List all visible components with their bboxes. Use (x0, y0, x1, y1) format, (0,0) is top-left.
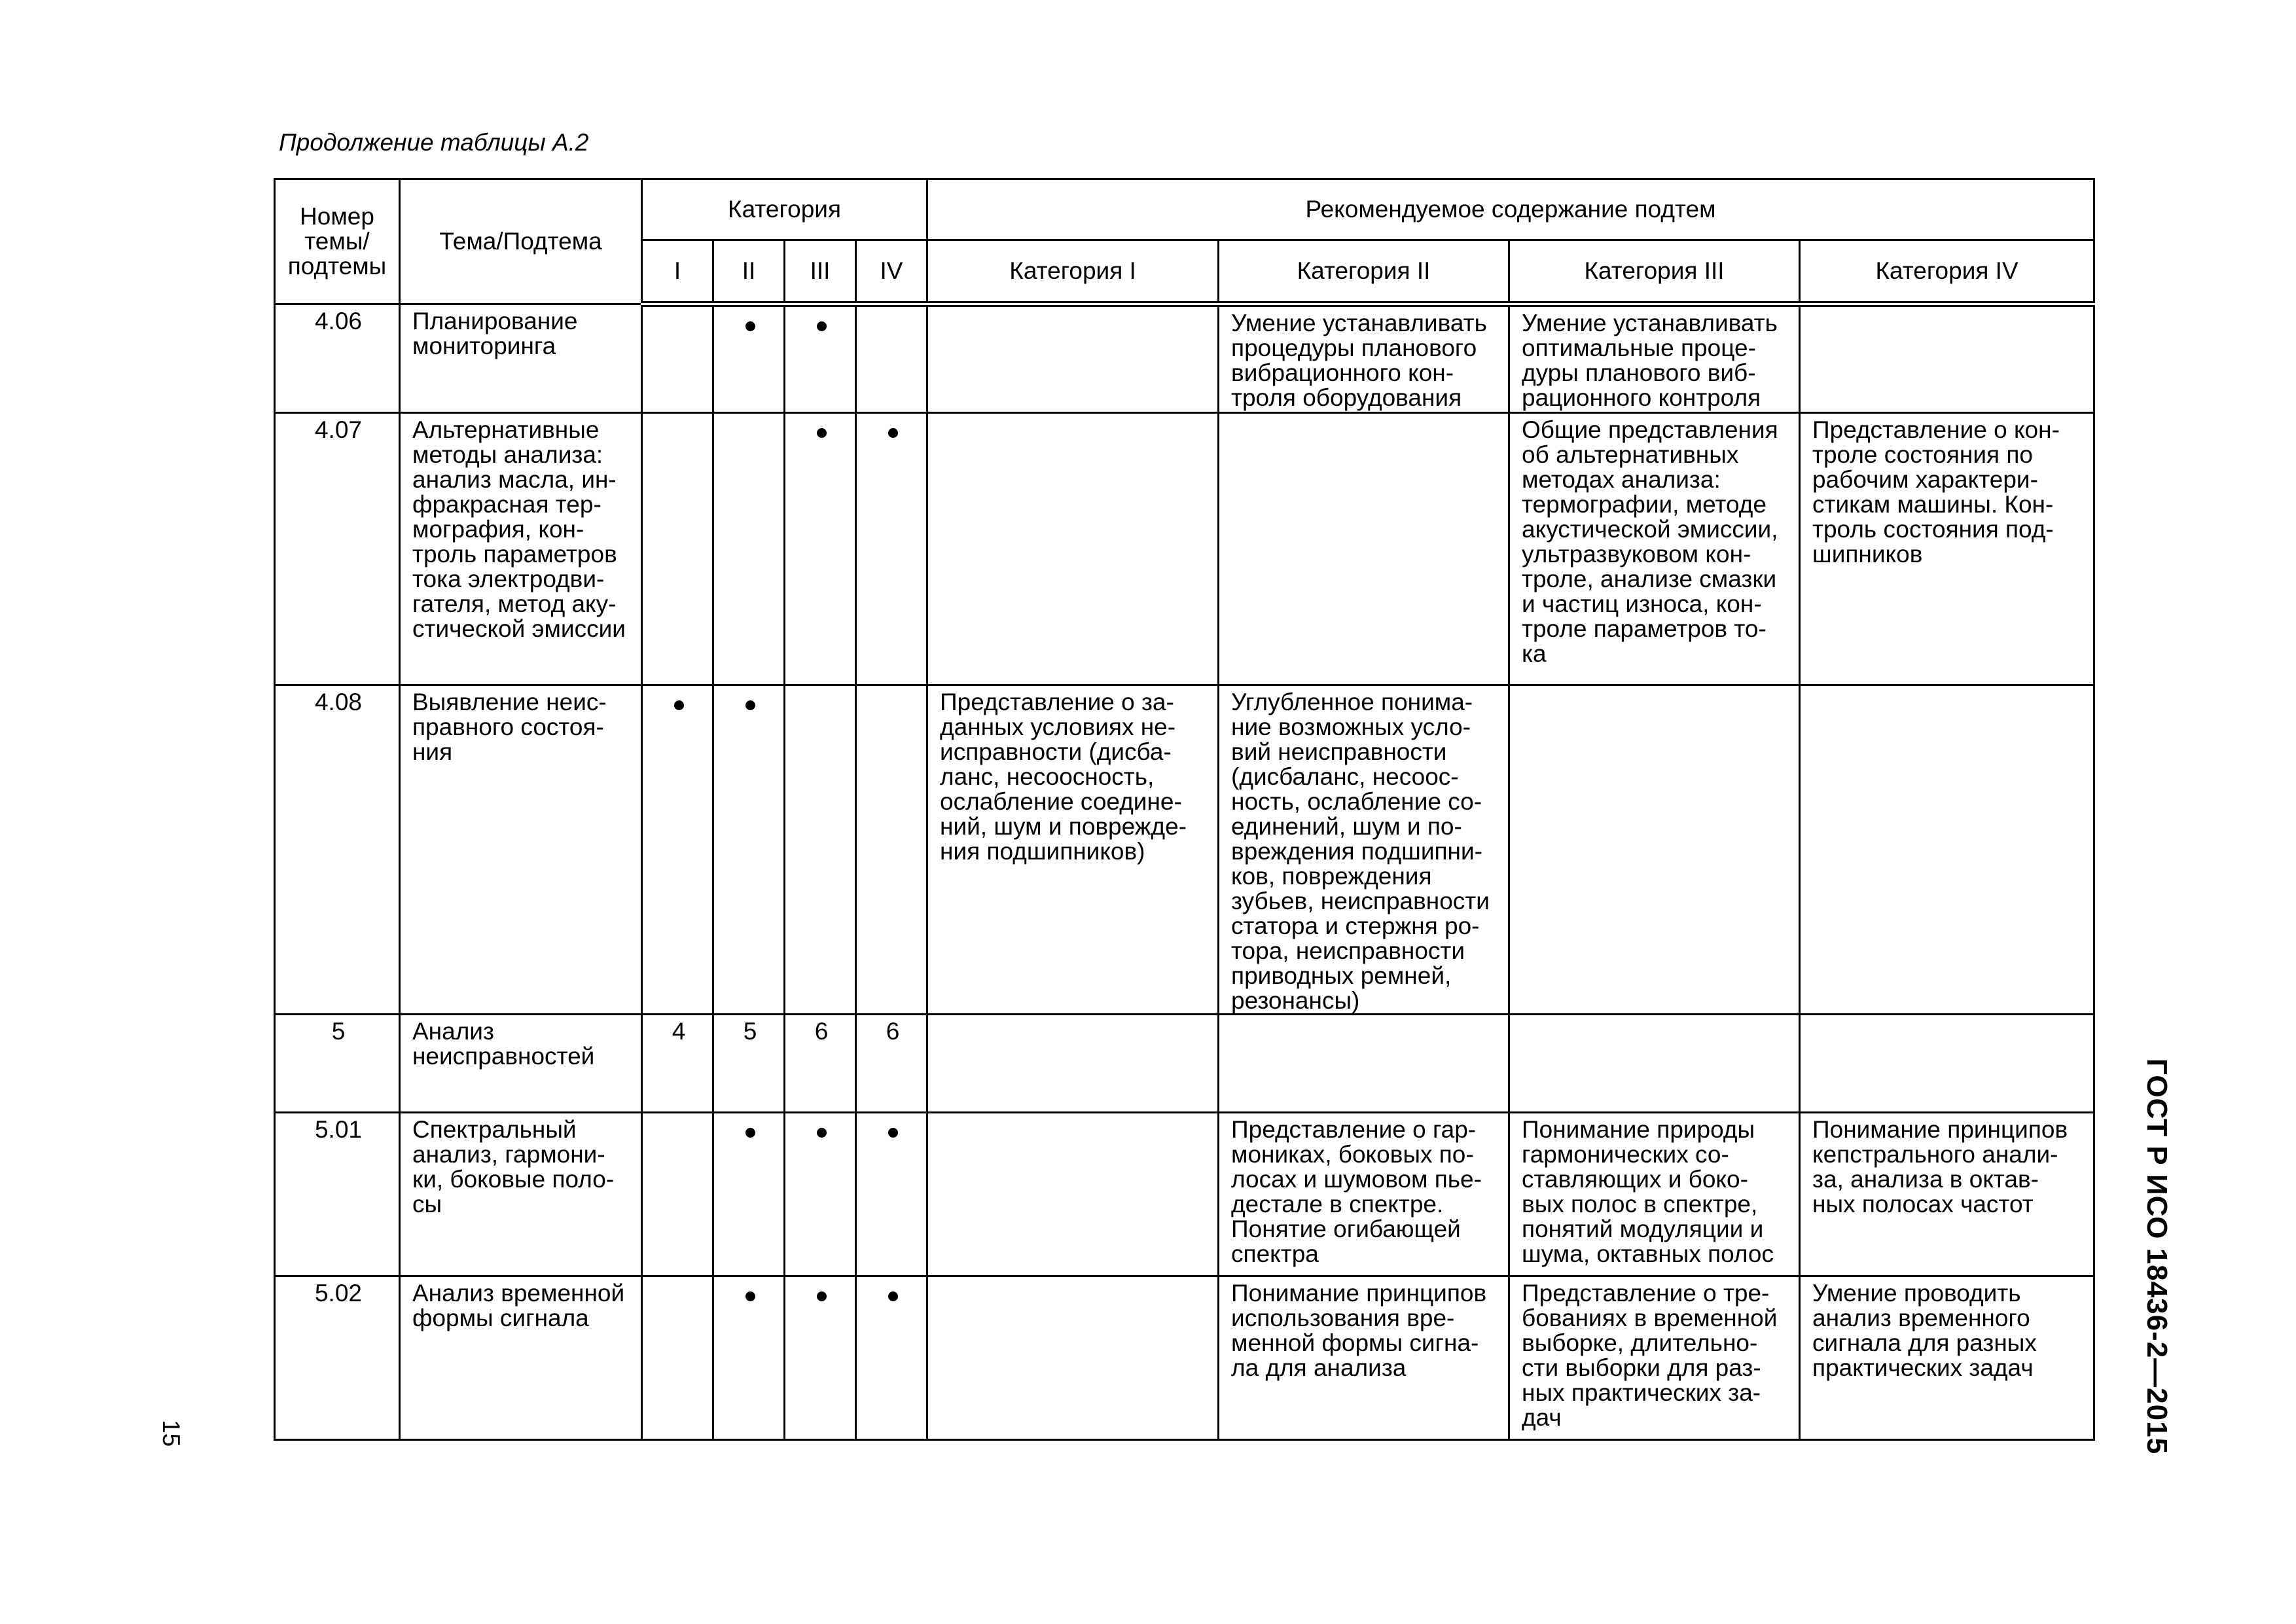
bullet-mark-icon (745, 1128, 755, 1138)
bullet-mark-icon (888, 1291, 898, 1301)
content-category-4 (1800, 304, 2094, 413)
category-1-mark (642, 685, 713, 1015)
category-4-mark: 6 (856, 1015, 927, 1113)
header-category-4: IV (856, 240, 927, 304)
row-number: 5 (275, 1015, 400, 1113)
table-row (275, 304, 2094, 413)
category-3-mark (785, 1276, 856, 1440)
content-category-3 (1509, 685, 1800, 1015)
row-topic: Выявление неис- правного состоя- ния (400, 685, 642, 1015)
header-content-category-2: Категория II (1219, 240, 1509, 304)
row-topic: Альтернативные методы анализа: анализ масла, ин- фракрасная тер- мография, кон- троль параметров тока электродви- гателя, метод аку- стической эмиссии (400, 413, 642, 685)
bullet-mark-icon (817, 1291, 827, 1301)
content-category-3 (1509, 1015, 1800, 1113)
content-category-4: Понимание принципов кепстрального анали- за, анализа в октав- ных полосах частот (1800, 1113, 2094, 1276)
bullet-mark-icon (745, 700, 755, 710)
content-category-3: Представление о тре- бованиях в временной выборке, длительно- сти выборки для раз- ных практических за- дач (1509, 1276, 1800, 1440)
table-row (275, 413, 2094, 685)
content-category-1 (927, 1113, 1219, 1276)
header-number: Номер темы/ подтемы (275, 179, 400, 304)
content-category-1 (927, 1015, 1219, 1113)
table-caption: Продолжение таблицы А.2 (279, 129, 589, 156)
bullet-mark-icon (888, 428, 898, 438)
header-category-group: Категория (642, 179, 927, 240)
content-category-3: Понимание природы гармонических со- ставляющих и боко- вых полос в спектре, понятий модуляции и шума, октавных полос (1509, 1113, 1800, 1276)
category-3-mark (785, 304, 856, 413)
content-category-2: Умение устанавливать процедуры планового вибрационного кон- троля оборудования (1219, 304, 1509, 413)
table-row (275, 1113, 2094, 1276)
content-category-3: Общие представления об альтернативных методах анализа: термографии, методе акустической эмиссии, ультразвуковом кон- троле, анализе смазки и частиц износа, кон- троле параметров то- ка (1509, 413, 1800, 685)
category-4-mark (856, 685, 927, 1015)
category-1-mark (642, 1113, 713, 1276)
category-3-mark (785, 413, 856, 685)
header-topic: Тема/Подтема (400, 179, 642, 304)
table-body (275, 304, 2094, 1440)
row-number: 4.06 (275, 304, 400, 413)
row-number: 5.02 (275, 1276, 400, 1440)
bullet-mark-icon (674, 700, 684, 710)
table-row (275, 685, 2094, 1015)
topics-table (274, 178, 2095, 1441)
category-2-mark: 5 (713, 1015, 785, 1113)
header-category-1: I (642, 240, 713, 304)
category-2-mark (713, 304, 785, 413)
row-number: 4.07 (275, 413, 400, 685)
content-category-4: Представление о кон- троле состояния по рабочим характери- стикам машины. Кон- троль состояния под- шипников (1800, 413, 2094, 685)
bullet-mark-icon (888, 1128, 898, 1138)
category-3-mark (785, 685, 856, 1015)
category-2-mark (713, 685, 785, 1015)
content-category-1 (927, 304, 1219, 413)
category-1-mark (642, 304, 713, 413)
category-2-mark (713, 1276, 785, 1440)
document-designation: ГОСТ Р ИСО 18436-2—2015 (2141, 1058, 2173, 1455)
bullet-mark-icon (817, 321, 827, 331)
bullet-mark-icon (817, 1128, 827, 1138)
content-category-2: Углубленное понима- ние возможных усло- вий неисправности (дисбаланс, несоос- ность, ослабление со- единений, шум и по- вреждения подшипни- ков, повреждения зубьев, неисправности статора и стержня ро- тора, неисправности приводных ремней, резонансы) (1219, 685, 1509, 1015)
row-topic: Анализ неисправностей (400, 1015, 642, 1113)
category-1-mark (642, 1276, 713, 1440)
category-1-mark: 4 (642, 1015, 713, 1113)
header-content-category-3: Категория III (1509, 240, 1800, 304)
content-category-1 (927, 413, 1219, 685)
category-4-mark (856, 1276, 927, 1440)
category-4-mark (856, 304, 927, 413)
content-category-4 (1800, 685, 2094, 1015)
header-content-category-1: Категория I (927, 240, 1219, 304)
row-number: 4.08 (275, 685, 400, 1015)
content-category-3: Умение устанавливать оптимальные проце- дуры планового виб- рационного контроля (1509, 304, 1800, 413)
category-2-mark (713, 1113, 785, 1276)
category-1-mark (642, 413, 713, 685)
header-content-category-4: Категория IV (1800, 240, 2094, 304)
content-category-1 (927, 1276, 1219, 1440)
category-2-mark (713, 413, 785, 685)
content-category-2 (1219, 1015, 1509, 1113)
bullet-mark-icon (745, 321, 755, 331)
content-category-2: Понимание принципов использования вре- менной формы сигна- ла для анализа (1219, 1276, 1509, 1440)
bullet-mark-icon (817, 428, 827, 438)
category-4-mark (856, 413, 927, 685)
category-4-mark (856, 1113, 927, 1276)
bullet-mark-icon (745, 1291, 755, 1301)
category-3-mark: 6 (785, 1015, 856, 1113)
header-content-group: Рекомендуемое содержание подтем (927, 179, 2094, 240)
table-row (275, 1276, 2094, 1440)
header-category-3: III (785, 240, 856, 304)
header-category-2: II (713, 240, 785, 304)
category-3-mark (785, 1113, 856, 1276)
row-number: 5.01 (275, 1113, 400, 1276)
row-topic: Планирование мониторинга (400, 304, 642, 413)
content-category-2 (1219, 413, 1509, 685)
row-topic: Спектральный анализ, гармони- ки, боковые поло- сы (400, 1113, 642, 1276)
content-category-4 (1800, 1015, 2094, 1113)
page-number: 15 (158, 1420, 185, 1447)
content-category-1: Представление о за- данных условиях не- исправности (дисба- ланс, несоосность, ослабление соедине- ний, шум и поврежде- ния подшипников) (927, 685, 1219, 1015)
content-category-4: Умение проводить анализ временного сигнала для разных практических задач (1800, 1276, 2094, 1440)
table-row (275, 1015, 2094, 1113)
content-category-2: Представление о гар- мониках, боковых по- лосах и шумовом пье- дестале в спектре. Понятие огибающей спектра (1219, 1113, 1509, 1276)
row-topic: Анализ временной формы сигнала (400, 1276, 642, 1440)
